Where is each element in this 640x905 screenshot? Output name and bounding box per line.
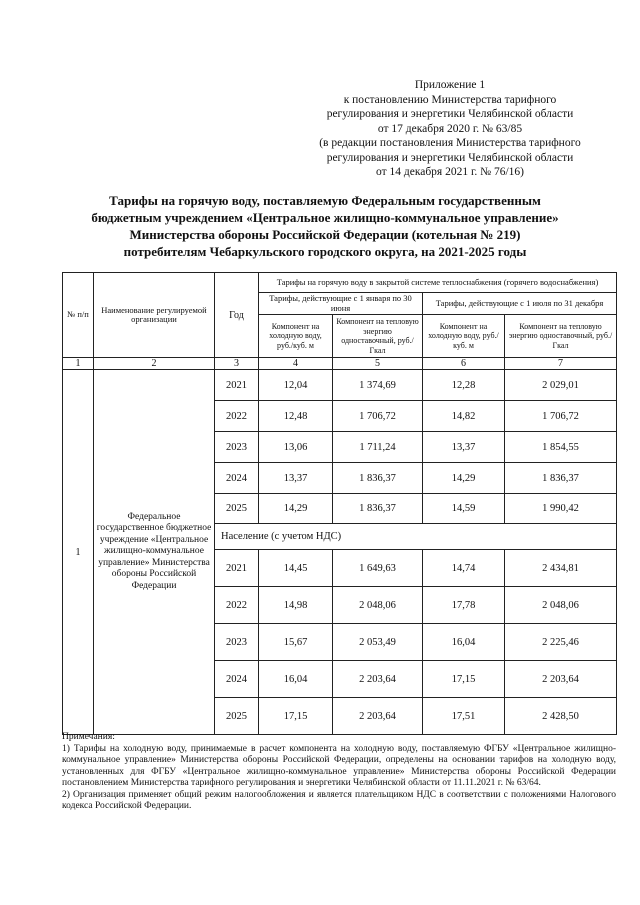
cold-value-1: 12,04 xyxy=(259,370,333,401)
heat-value-2: 2 029,01 xyxy=(505,370,617,401)
year-cell: 2021 xyxy=(215,370,259,401)
heat-value-2: 2 203,64 xyxy=(505,661,617,698)
year-cell: 2024 xyxy=(215,661,259,698)
cold-value-2: 14,82 xyxy=(423,401,505,432)
header-tariff-group: Тарифы на горячую воду в закрытой системе теплоснабжения (горячего водоснабжения) xyxy=(259,273,617,293)
cold-value-2: 17,51 xyxy=(423,698,505,735)
heat-value-1: 2 048,06 xyxy=(333,587,423,624)
title-line: потребителям Чебаркульского городского округа, на 2021-2025 годы xyxy=(123,244,527,259)
header-period-first-half: Тарифы, действующие с 1 января по 30 июня xyxy=(259,293,423,315)
notes-heading: Примечания: xyxy=(62,732,115,742)
heat-value-2: 2 434,81 xyxy=(505,550,617,587)
heat-value-1: 1 649,63 xyxy=(333,550,423,587)
column-number: 1 xyxy=(63,358,94,370)
cold-value-1: 14,45 xyxy=(259,550,333,587)
cold-value-1: 12,48 xyxy=(259,401,333,432)
notes-block xyxy=(62,732,616,813)
heat-value-1: 1 711,24 xyxy=(333,432,423,463)
column-number: 4 xyxy=(259,358,333,370)
column-number: 5 xyxy=(333,358,423,370)
cold-value-1: 15,67 xyxy=(259,624,333,661)
note-2: 2) Организация применяет общий режим налогообложения и является плательщиком НДС в соответствии с положениями Налогового кодекса Российской Федерации. xyxy=(62,789,616,811)
header-heat-component-2: Компонент на тепловую энергию одноставочный, руб./Гкал xyxy=(505,315,617,358)
header-period-second-half: Тарифы, действующие с 1 июля по 31 декабря xyxy=(423,293,617,315)
year-cell: 2025 xyxy=(215,698,259,735)
header-year: Год xyxy=(215,273,259,358)
cold-value-2: 13,37 xyxy=(423,432,505,463)
row-number: 1 xyxy=(63,370,94,735)
year-cell: 2025 xyxy=(215,494,259,524)
note-1: 1) Тарифы на холодную воду, принимаемые в расчет компонента на холодную воду, поставляемую ФГБУ «Центральное жилищно-коммунальное управление» Министерства обороны Российской Федерации, определены на основании тарифов на холодную воду, установленных для ФГБУ «Центральное жилищно-коммунальное управление» Министерства обороны Российской Федерации постановлением Министерства тарифного регулирования и энергетики Челябинской области от 11.11.2021 г. № 63/64. xyxy=(62,743,616,788)
table-row xyxy=(63,370,617,401)
appendix-line: регулирования и энергетики Челябинской области xyxy=(326,151,574,164)
column-number: 3 xyxy=(215,358,259,370)
heat-value-2: 2 225,46 xyxy=(505,624,617,661)
column-number: 2 xyxy=(94,358,215,370)
heat-value-2: 2 048,06 xyxy=(505,587,617,624)
heat-value-1: 1 836,37 xyxy=(333,463,423,494)
appendix-line: (в редакции постановления Министерства тарифного xyxy=(319,137,581,149)
column-number: 6 xyxy=(423,358,505,370)
cold-value-2: 14,59 xyxy=(423,494,505,524)
appendix-line: от 14 декабря 2021 г. № 76/16) xyxy=(375,166,525,178)
cold-value-2: 14,74 xyxy=(423,550,505,587)
cold-value-1: 13,06 xyxy=(259,432,333,463)
header-cold-component-2: Компонент на холодную воду, руб./куб. м xyxy=(423,315,505,358)
year-cell: 2023 xyxy=(215,624,259,661)
cold-value-2: 17,78 xyxy=(423,587,505,624)
appendix-line: от 17 декабря 2020 г. № 63/85 xyxy=(377,122,523,135)
heat-value-2: 1 836,37 xyxy=(505,463,617,494)
title-line: Тарифы на горячую воду, поставляемую Федеральным государственным xyxy=(109,193,541,208)
heat-value-2: 2 428,50 xyxy=(505,698,617,735)
cold-value-1: 13,37 xyxy=(259,463,333,494)
heat-value-2: 1 990,42 xyxy=(505,494,617,524)
heat-value-1: 2 053,49 xyxy=(333,624,423,661)
appendix-line: регулирования и энергетики Челябинской области xyxy=(326,108,574,120)
heat-value-2: 1 854,55 xyxy=(505,432,617,463)
heat-value-1: 1 374,69 xyxy=(333,370,423,401)
year-cell: 2021 xyxy=(215,550,259,587)
heat-value-1: 1 836,37 xyxy=(333,494,423,524)
appendix-line: Приложение 1 xyxy=(414,79,486,91)
heat-value-1: 1 706,72 xyxy=(333,401,423,432)
cold-value-2: 14,29 xyxy=(423,463,505,494)
heat-value-1: 2 203,64 xyxy=(333,698,423,735)
header-row-number: № п/п xyxy=(63,273,94,358)
cold-value-1: 14,29 xyxy=(259,494,333,524)
year-cell: 2022 xyxy=(215,587,259,624)
header-organization: Наименование регулируемой организации xyxy=(94,273,215,358)
title-line: Министерства обороны Российской Федерации (котельная № 219) xyxy=(129,227,521,242)
cold-value-1: 16,04 xyxy=(259,661,333,698)
column-number: 7 xyxy=(505,358,617,370)
year-cell: 2023 xyxy=(215,432,259,463)
cold-value-2: 16,04 xyxy=(423,624,505,661)
organization-name: Федеральное государственное бюджетное учреждение «Центральное жилищно-коммунальное управление» Министерства обороны Российской Федерации xyxy=(94,370,215,735)
cold-value-2: 17,15 xyxy=(423,661,505,698)
appendix-line: к постановлению Министерства тарифного xyxy=(343,93,557,106)
cold-value-2: 12,28 xyxy=(423,370,505,401)
header-cold-component-1: Компонент на холодную воду, руб./куб. м xyxy=(259,315,333,358)
heat-value-1: 2 203,64 xyxy=(333,661,423,698)
section-population-label: Население (с учетом НДС) xyxy=(215,524,617,550)
appendix-block xyxy=(290,78,610,180)
tariff-table xyxy=(62,272,617,735)
cold-value-1: 14,98 xyxy=(259,587,333,624)
header-heat-component-1: Компонент на тепловую энергию одноставочный, руб./Гкал xyxy=(333,315,423,358)
heat-value-2: 1 706,72 xyxy=(505,401,617,432)
year-cell: 2024 xyxy=(215,463,259,494)
document-title xyxy=(70,192,580,260)
cold-value-1: 17,15 xyxy=(259,698,333,735)
year-cell: 2022 xyxy=(215,401,259,432)
title-line: бюджетным учреждением «Центральное жилищно-коммунальное управление» xyxy=(91,210,559,225)
